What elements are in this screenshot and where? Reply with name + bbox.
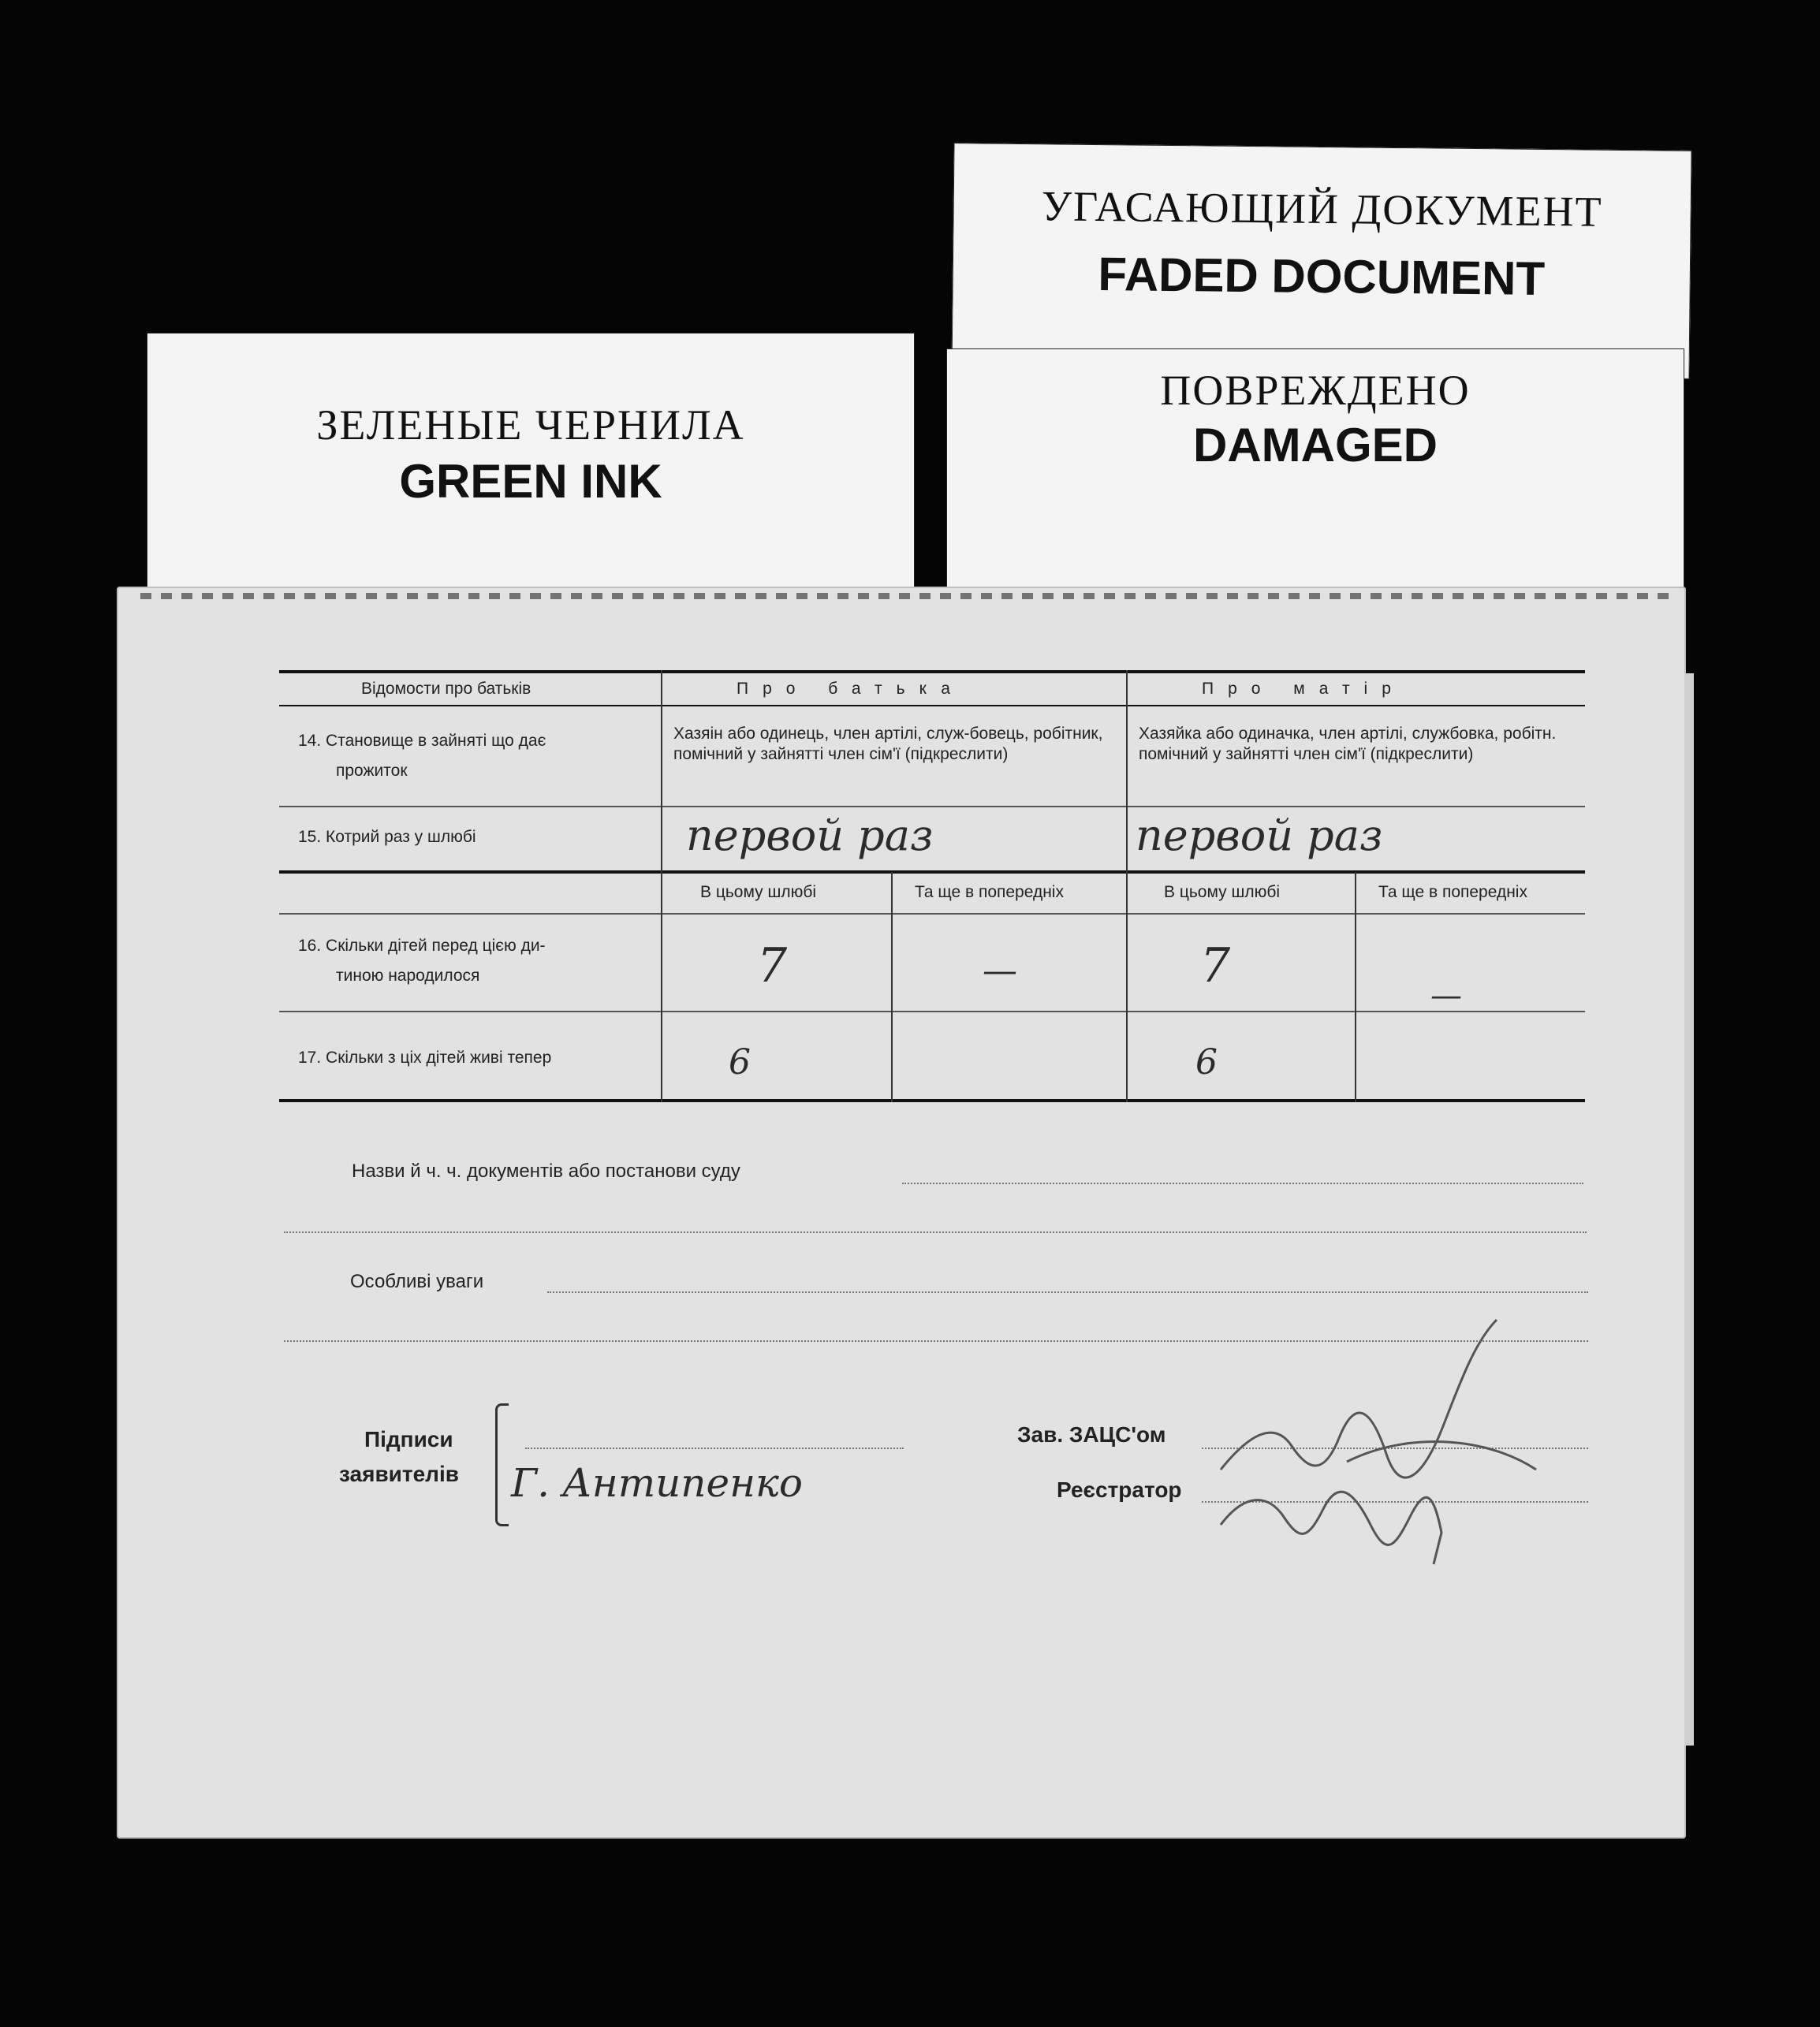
table-rule-top	[279, 670, 1585, 673]
table-rule	[279, 870, 1585, 874]
row16-label: 16. Скільки дітей перед цією ди-	[298, 937, 546, 955]
green-label-ru: ЗЕЛЕНЫЕ ЧЕРНИЛА	[316, 401, 745, 449]
table-rule	[279, 806, 1585, 807]
head-of-registry-label: Зав. ЗАЦС'ом	[1017, 1422, 1166, 1447]
faded-label-en: FADED DOCUMENT	[1098, 248, 1546, 305]
row14-mother-options: Хазяйка або одиначка, член артілі, службовка, робітн. помічний у зайнятті член сім'ї (підкреслити)	[1139, 725, 1557, 763]
green-ink-label-card	[147, 333, 915, 624]
registrar-label: Реєстратор	[1057, 1477, 1182, 1502]
documents-line	[902, 1183, 1583, 1184]
table-col-divider	[1126, 670, 1128, 1102]
row16-mother-previous-value: —	[1430, 978, 1462, 1014]
table-rule-bottom	[279, 1099, 1585, 1102]
row17-mother-this-value: 6	[1195, 1042, 1218, 1082]
green-label-en: GREEN INK	[399, 455, 662, 508]
header-father: Про батька	[737, 680, 964, 698]
row16-mother-this-value: 7	[1200, 938, 1231, 993]
row16-father-previous-value: —	[983, 951, 1017, 991]
row16-father-this-value: 7	[757, 938, 788, 993]
damaged-label-card	[946, 348, 1684, 617]
header-mother: Про матір	[1202, 680, 1405, 698]
signature-bracket	[495, 1403, 509, 1526]
row16-label-cont: тиною народилося	[336, 967, 480, 985]
notes-label: Особливі уваги	[350, 1271, 484, 1292]
subheader-father-previous: Та ще в попередніх	[915, 883, 1064, 901]
row15-mother-handwritten: первой раз	[1136, 810, 1383, 860]
header-parents-info: Відомости про батьків	[361, 680, 531, 698]
documents-label: Назви й ч. ч. документів або постанови суду	[352, 1161, 740, 1182]
subheader-mother-this: В цьому шлюбі	[1164, 883, 1281, 901]
table-subcol-divider	[891, 872, 893, 1102]
row14-label: 14. Становище в зайняті що дає	[298, 732, 546, 750]
row14-label-cont: прожиток	[336, 762, 408, 780]
perforated-edge	[140, 593, 1670, 599]
documents-line-2	[284, 1231, 1587, 1233]
official-signatures-scribble	[1205, 1312, 1568, 1580]
sheet-edge	[1684, 673, 1694, 1746]
table-col-divider	[661, 670, 662, 1102]
row17-label: 17. Скільки з ціх дітей живі тепер	[298, 1049, 552, 1067]
faded-label-ru: УГАСАЮЩИЙ ДОКУМЕНТ	[1041, 182, 1603, 236]
damaged-label-ru: ПОВРЕЖДЕНО	[1160, 367, 1471, 414]
signatures-label: Підписи	[364, 1427, 453, 1451]
damaged-label-en: DAMAGED	[1193, 419, 1438, 471]
subheader-mother-previous: Та ще в попередніх	[1378, 883, 1527, 901]
notes-line	[547, 1291, 1588, 1293]
table-subcol-divider	[1355, 872, 1356, 1102]
applicant-signature: Г. Антипенко	[511, 1460, 803, 1506]
applicant-line-1	[525, 1448, 904, 1449]
table-rule	[279, 1011, 1585, 1012]
subheader-father-this: В цьому шлюбі	[700, 883, 817, 901]
signatures-label-cont: заявителів	[339, 1462, 459, 1486]
table-rule	[279, 705, 1585, 706]
row15-label: 15. Котрий раз у шлюбі	[298, 828, 476, 846]
row15-father-handwritten: первой раз	[686, 810, 934, 860]
faded-document-label-card	[952, 143, 1692, 379]
row17-father-this-value: 6	[729, 1042, 751, 1082]
registry-form-sheet	[117, 587, 1686, 1839]
table-rule	[279, 913, 1585, 915]
row14-father-options: Хазяін або одинець, член артілі, служ-бовець, робітник, помічний у зайнятті член сім'ї (підкреслити)	[673, 725, 1103, 763]
